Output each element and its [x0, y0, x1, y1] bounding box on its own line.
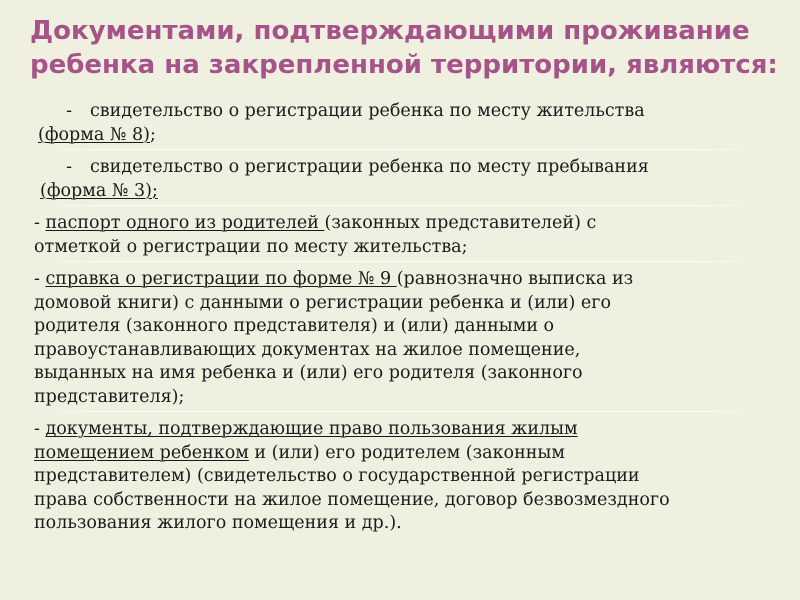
item-text-line: домовой книги) с данными о регистрации ребенка и (или) его [34, 292, 611, 313]
item-text: (законных представителей) с [324, 213, 597, 233]
item-text-line: правоустанавливающих документах на жилое помещение, [34, 339, 581, 360]
housing-documents-label: документы, подтверждающие право пользования жилым [45, 419, 578, 439]
item-text-line: пользования жилого помещения и др.). [34, 513, 402, 533]
item-text-line: отметкой о регистрации по месту жительства; [34, 236, 468, 257]
title-line-1: Документами, подтверждающими проживание [30, 16, 750, 46]
item-text: (равнозначно выписка из [396, 269, 634, 289]
separator [34, 411, 764, 412]
item-text: и (или) его родителем (законным [248, 442, 565, 463]
item-text-line: права собственности на жилое помещение, договор безвозмездного [34, 489, 670, 510]
form-3-label: (форма № 3); [40, 180, 158, 201]
item-text-line: представителя); [34, 386, 185, 407]
certificate-form-9-label: справка о регистрации по форме № 9 [45, 269, 397, 289]
passport-label: паспорт одного из родителей [45, 213, 325, 233]
item-prefix: - [34, 269, 46, 289]
item-end: ; [149, 124, 156, 145]
item-text-line: выданных на имя ребенка и (или) его родителя (законного [34, 363, 583, 383]
separator [34, 149, 764, 150]
list-item-housing-documents [34, 418, 764, 536]
list-item-certificate-form-9 [34, 268, 764, 409]
item-dash: - [66, 157, 72, 177]
document-list [34, 100, 764, 536]
list-item-passport [34, 212, 764, 259]
item-text-line: родителя (законного представителя) и (или) данными о [34, 316, 555, 336]
separator [34, 205, 764, 206]
item-text-line: представителем) (свидетельство о государственной регистрации [34, 466, 640, 486]
item-prefix: - [34, 419, 46, 439]
form-8-label: (форма № 8) [38, 124, 150, 145]
slide-title [30, 14, 790, 82]
item-dash: - [66, 101, 72, 121]
item-text: свидетельство о регистрации ребенка по месту пребывания [90, 157, 649, 177]
title-line-2: ребенка на закрепленной территории, являются: [30, 50, 778, 80]
housing-documents-label-cont: помещением ребенком [34, 442, 249, 463]
separator [34, 261, 764, 262]
list-item-form-8 [34, 100, 764, 147]
item-text: свидетельство о регистрации ребенка по месту жительства [90, 101, 645, 121]
list-item-form-3 [34, 156, 764, 203]
item-prefix: - [34, 213, 46, 233]
